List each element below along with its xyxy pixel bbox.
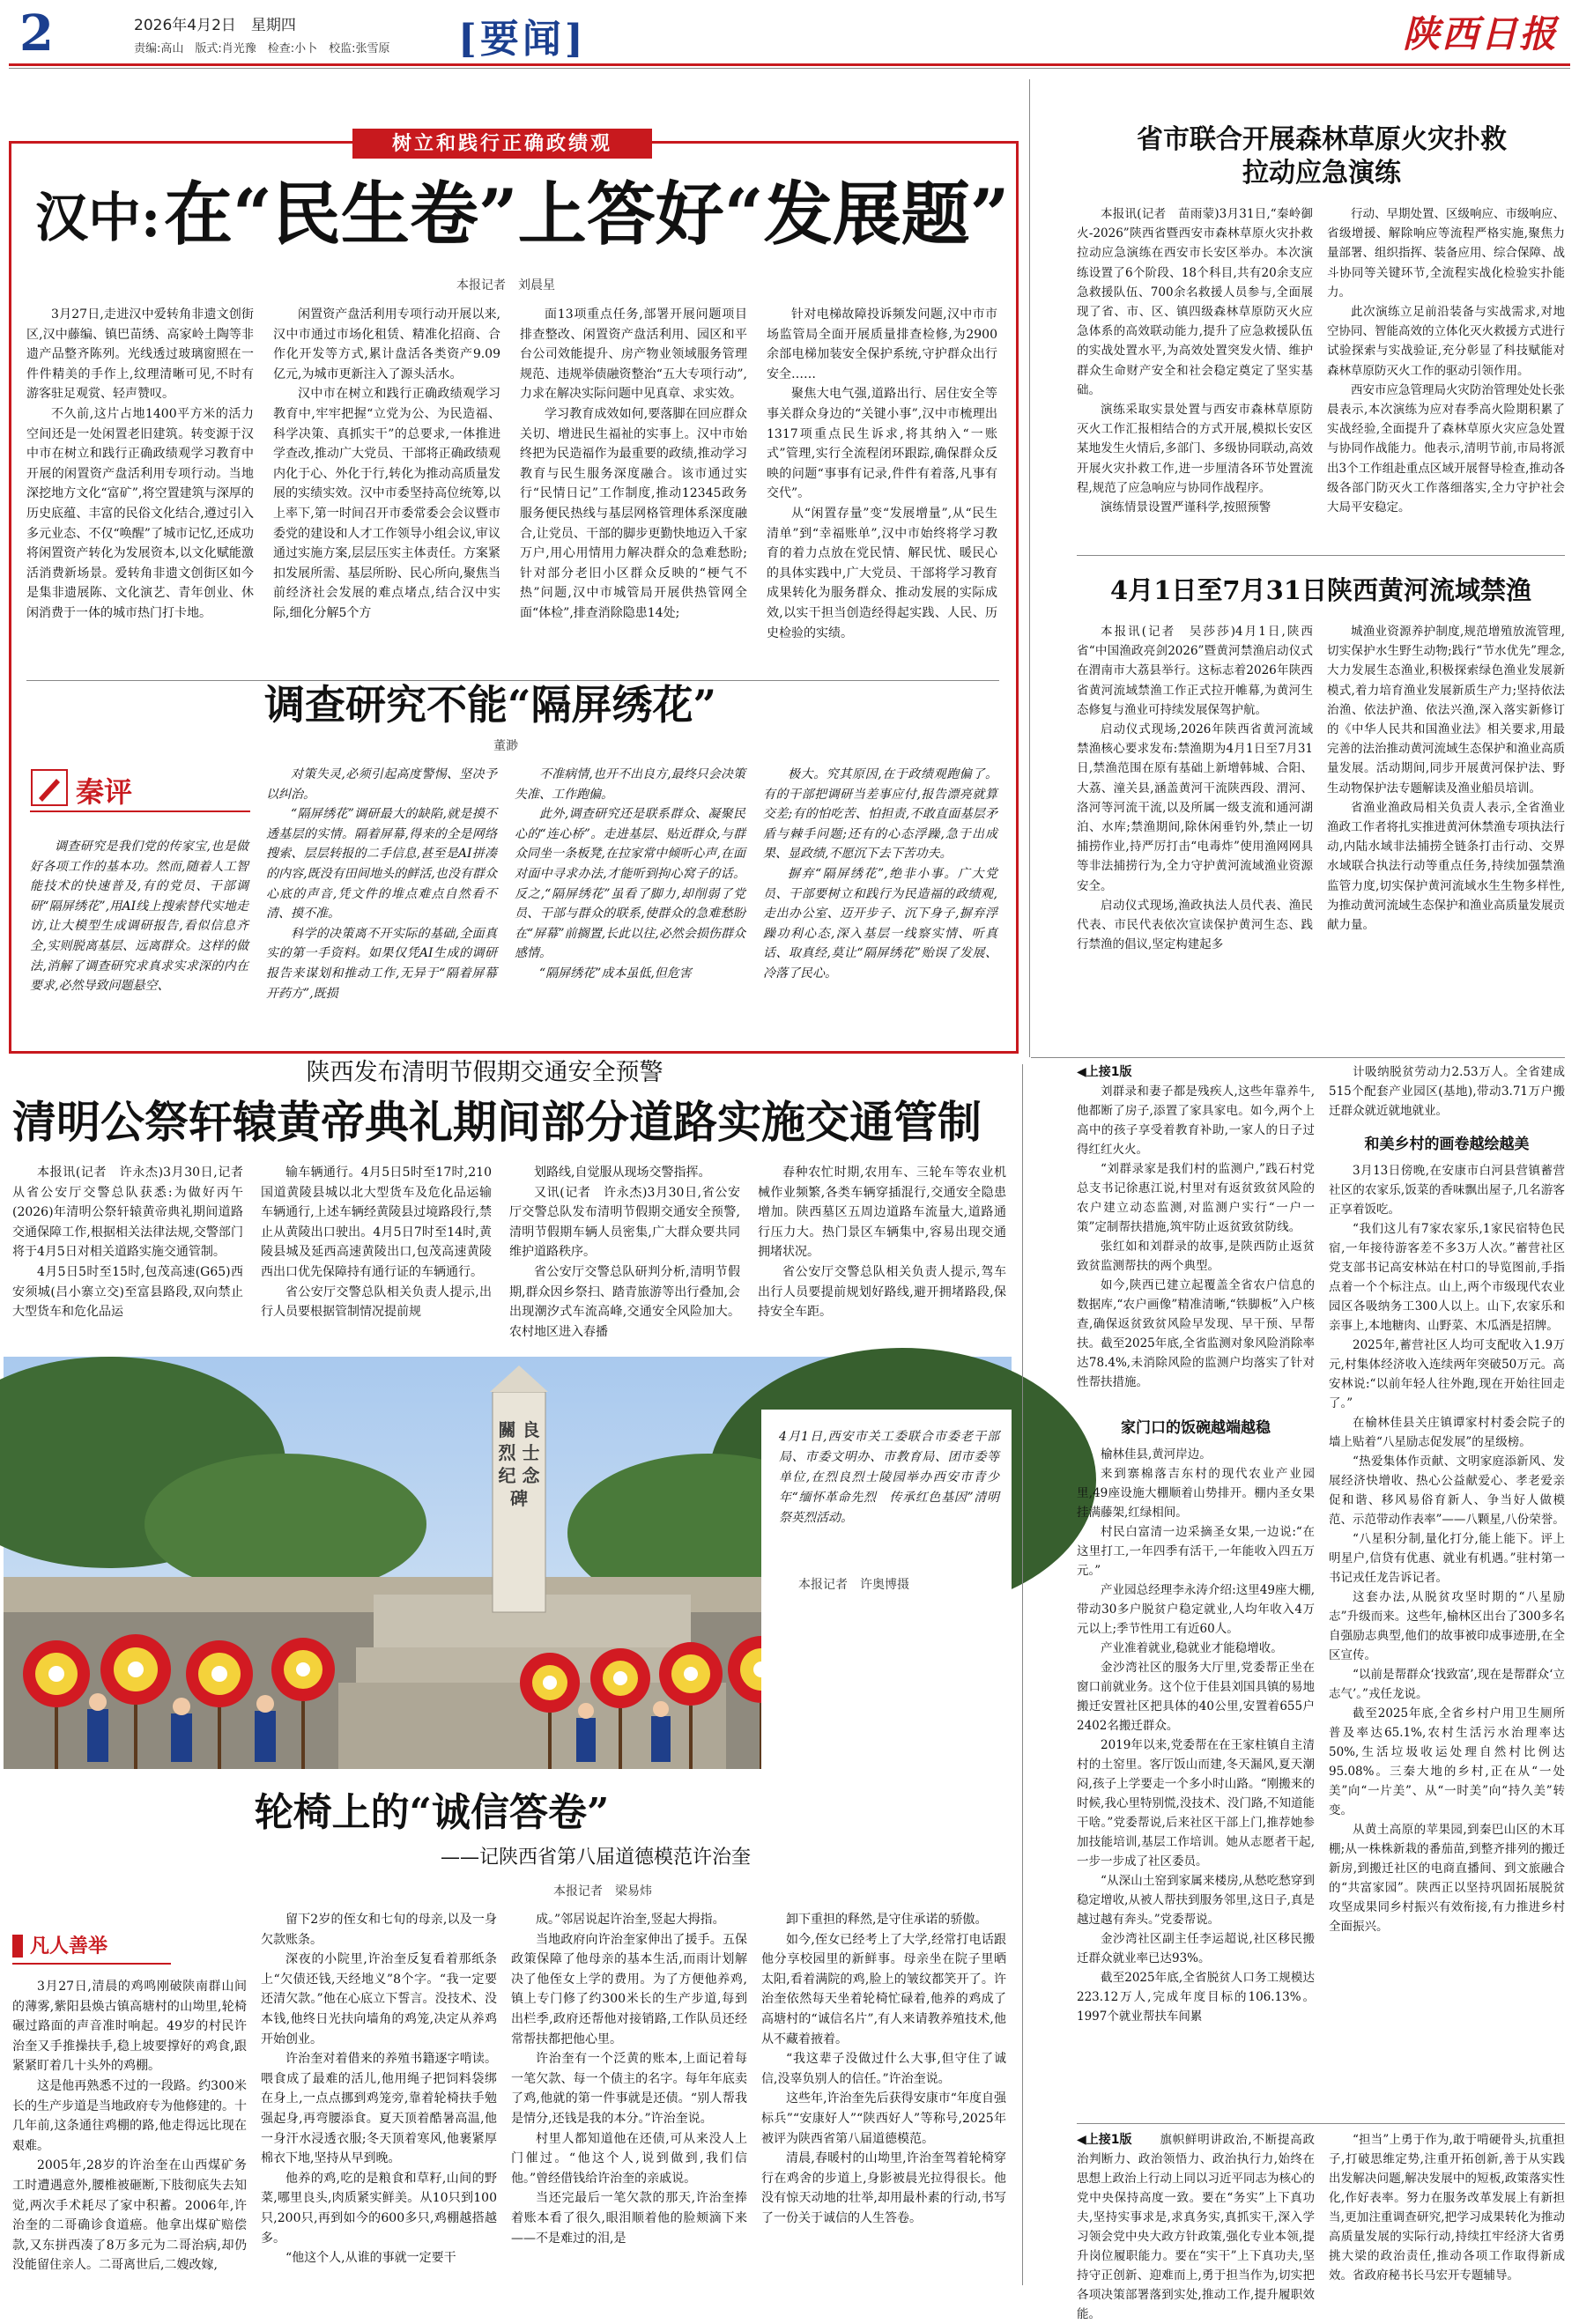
bottom-column-2 [1329,2130,1565,2283]
paragraph: 科学的决策离不开实际的基础,全面真实的第一手资料。如果仅凭AI生成的调研报告来谋划和推动工作,无异于“隔着屏幕开药方”,既损 [266,926,497,1001]
paragraph: 极大。究其原因,在于政绩观跑偏了。有的干部把调研当差事应付,报告漂亮就算交差;有的怕吃苦、怕担责,不敢直面基层矛盾与棘手问题;还有的心态浮躁,急于出成果、显政绩,不愿沉下去下苦功夫。 [763,767,997,862]
paragraph: 金沙湾社区副主任李运超说,社区移民搬迁群众就业率已达93%。 [1077,1932,1315,1965]
paragraph: 又讯(记者 许永杰)3月30日,省公安厅交警总队发布清明节假期交通安全预警,清明节假期车辆人员密集,广大群众要共同维护道路秩序。 [509,1185,740,1260]
paragraph: 留下2岁的侄女和七旬的母亲,以及一身欠款账条。 [261,1913,497,1947]
profile-tag: 凡人善举 [30,1935,108,1958]
paragraph: 2019年以来,党委帮在在王家柱镇自主清村的土窑里。客厅饭山而建,冬天漏风,夏天潮闷,孩子上学要走一个多小时山路。“刚搬来的时候,我心里特别慌,没技术、没门路,不知道能干啥。”党委帮说,后来社区干部上门,推荐她参加技能培训,基层工作培训。她从志愿者干起,一步一步成了社区委员。 [1077,1738,1315,1869]
paragraph: 当还完最后一笔欠款的那天,许治奎捧着账本看了很久,眼泪顺着他的脸颊滴下来——不是难过的泪,是 [511,2191,747,2246]
traffic-column-4 [758,1163,1006,1339]
paragraph: 清晨,春暖村的山坳里,许治奎驾着轮椅穿行在鸡舍的步道上,身影被晨光拉得很长。他没有惊天动地的壮举,却用最朴素的行动,书写了一份关于诚信的人生答卷。 [761,2151,1006,2225]
paragraph: 他养的鸡,吃的是粮食和草籽,山间的野菜,哪里良头,肉质紧实鲜美。从10只到100只,200只,再到如今的600多只,鸡棚越搭越多。 [261,2171,497,2246]
continued-column-2 [1329,1062,1565,1124]
paragraph: 闲置资产盘活利用专项行动开展以来,汉中市通过市场化租赁、精准化招商、合作化开发等方式,累计盘活各类资产9.09亿元,为城市更新注入了源头活水。 [273,307,500,381]
traffic-column-1 [12,1163,243,1339]
paragraph: 学习教育成效如何,要落脚在回应群众关切、增进民生福祉的实事上。汉中市始终把为民造福作为最重要的政绩,推动学习教育与民生服务深度融合。该市通过实行“民情日记”工作制度,推动12345政务服务便民热线与基层网格管理体系深度融合,让党员、干部的脚步更勤快地迈入千家万户,用心用情用力解决群众的急难愁盼;针对部分老旧小区群众反映的“梗气不热”问题,汉中市城管局开展供热管网全面“体检”,排查消除隐患14处; [520,406,747,620]
paragraph: 在榆林佳县关庄镇谭家村村委会院子的墙上贴着“八星励志促发展”的星级榜。 [1329,1416,1565,1449]
paragraph: 摒弃“隔屏绣花”,绝非小事。广大党员、干部要树立和践行为民造福的政绩观,走出办公室、迈开步子、沉下身子,摒弃浮躁功利心态,深入基层一线察实情、听真话、取真经,莫让“隔屏绣花”贻误了发展、冷落了民心。 [763,866,997,981]
paragraph: 产业园总经理李永涛介绍:这里49座大棚,带动30多户脱贫户稳定就业,人均年收入4万元以上;季节性用工有近60人。 [1077,1583,1315,1636]
masthead-rule [9,63,1570,66]
fishing-title: 4月1日至7月31日陕西黄河流域禁渔 [1110,575,1531,605]
paragraph: 汉中市在树立和践行正确政绩观学习教育中,牢牢把握“立党为公、为民造福、科学决策、真抓实干”的总要求,一体推进学查改,推动广大党员、干部将正确政绩观内化于心、外化于行,转化为推动高质量发展的实绩实效。汉中市委坚持高位统筹,以上率下,第一时间召开市委常委会会议暨市委党的建设和人才工作领导小组会议,审议通过实施方案,层层压实主体责任。方案紧扣发展所需、基层所盼、民心所向,聚焦当前经济社会发展的难点堵点,结合汉中实际,细化分解5个方 [273,387,500,620]
paragraph: 深夜的小院里,许治奎反复看着那纸条上“欠债还钱,天经地义”8个字。“我一定要还清欠款。”他在心底立下誓言。没技术、没本钱,他终日光扶向墙角的鸡笼,决定从养鸡开始创业。 [261,1952,497,2046]
forest-title-line-2: 拉动应急演练 [1242,158,1401,189]
paragraph: 产业准着就业,稳就业才能稳增收。 [1101,1641,1283,1655]
traffic-kicker: 陕西发布清明节假期交通安全预警 [306,1059,663,1086]
paragraph: 演练情景设置严谨科学,按照预警 [1101,500,1271,515]
newspaper-logo: 陕西日报 [1403,12,1559,56]
paragraph: 本报讯(记者 吴莎莎)4月1日,陕西省“中国渔政亮剑2026”暨黄河禁渔启动仪式在渭南市大荔县举行。这标志着2026年陕西省黄河流域禁渔工作正式拉开帷幕,为黄河生态修复与渔业可持续发展保驾护航。 [1077,625,1313,717]
paragraph: 这些年,许治奎先后获得安康市“年度自强标兵”“安康好人”“陕西好人”等称号,2025年被评为陕西省第八届道德模范。 [761,2091,1006,2146]
paragraph: 省公安厅交警总队相关负责人提示,出行人员要根据管制情况提前规 [261,1284,492,1320]
tag-rule [30,810,250,812]
paragraph: 截至2025年底,全省乡村户用卫生厕所普及率达65.1%,农村生活污水治理率达50%,生活垃圾收运处理自然村比例达95.08%。三秦大地的乡村,正在从“一处美”向“一片美”、从“一时美”向“持久美”转变。 [1329,1706,1565,1817]
paragraph: “刘群录家是我们村的监测户,”践石村党总支书记徐惠江说,村里对有返贫致贫风险的农户建立动态监测,对监测户实行“一户一策”定制帮扶措施,筑牢防止返贫致贫防线。 [1077,1162,1315,1234]
paragraph: 聚焦大电气强,道路出行、居住安全等事关群众身边的“关键小事”,汉中市梳理出1317项重点民生诉求,将其纳入“一账式”管理,实行全流程闭环跟踪,确保群众反映的问题“事事有记录,件件有着落,凡事有交代”。 [767,387,997,501]
paragraph: 春种农忙时期,农用车、三轮车等农业机械作业频繁,各类车辆穿插混行,交通安全隐患增加。陕西墓区五周边道路车流量大,道路通行压力大。热门景区车辆集中,容易出现交通拥堵状况。 [758,1166,1006,1260]
paragraph: 对策失灵,必须引起高度警惕、坚决予以纠治。 [266,767,497,802]
paragraph: 2005年,28岁的许治奎在山西煤矿务工时遭遇意外,腰椎被砸断,下肢彻底失去知觉,两次手术耗尽了家中积蓄。2006年,许治奎的二哥确诊食道癌。他拿出煤矿赔偿款,又东拼西凑了8万多元为二哥治病,却仍没能留住亲人。二哥离世后,二嫂改嫁, [12,2158,247,2273]
lead-column-2 [273,305,500,677]
paragraph: 成。”邻居说起许治奎,竖起大拇指。 [536,1913,725,1927]
paragraph: 村里人都知道他在还债,可从来没人上门催过。“他这个人,说到做到,我们信他。”曾经借钱给许治奎的亲戚说。 [511,2131,747,2186]
paragraph: 西安市应急管理局火灾防治管理处处长张晨表示,本次演练为应对春季高火险期积累了实战经验,全面提升了森林草原火灾应急处置与协同作战能力。他表示,清明节前,市局将派出3个工作组赴重点区域开展督导检查,推动各级各部门防灭火工作落细落实,全力守护社会大局平安稳定。 [1327,382,1565,515]
paragraph: “隔屏绣花”成本虽低,但危害 [539,966,692,981]
commentary-column-1 [30,837,248,1041]
paragraph: 输车辆通行。4月5日5时至17时,210国道黄陵县城以北大型货车及危化品运输车辆通行,上述车辆经黄陵县过境路段行,禁止从黄陵出口驶出。4月5日7时至14时,黄陵县城及延西高速黄陵出口,包茂高速黄陵西出口优先保障持有通行证的车辆通行。 [261,1166,492,1279]
masthead-rule-thin [9,68,1570,69]
paragraph: 2025年,蓄营社区人均可支配收入1.9万元,村集体经济收入连续两年突破50万元。高安林说:“以前年轻人往外跑,现在开始往回走了。” [1329,1338,1565,1410]
tag-rule [12,1963,171,1965]
paragraph: 划路线,自觉服从现场交警指挥。 [534,1166,711,1180]
paragraph: 启动仪式现场,渔政执法人员代表、渔民代表、市民代表依次宣读保护黄河生态、践行禁渔的倡议,坚定构建起多 [1077,898,1313,952]
commentary-tag-label: 秦评 [76,775,133,809]
paragraph: 截至2025年底,全省脱贫人口务工规模达223.12万人,完成年度目标的106.13%。1997个就业帮扶车间累 [1077,1971,1315,2024]
commentary-column-4 [763,765,997,1041]
lead-byline: 本报记者 刘晨星 [456,278,555,292]
paragraph: “八星积分制,量化打分,能上能下。评上明星户,信贷有优惠、就业有机遇。”驻村第一书记戎任龙告诉记者。 [1329,1532,1565,1585]
paragraph: 从黄土高原的苹果园,到秦巴山区的木耳棚;从一株株新栽的番茄苗,到整齐排列的搬迁新房,到搬迁社区的电商直播间、到文旅融合的“共富家园”。陕西正以坚持巩固拓展脱贫攻坚成果同乡村振兴有效衔接,有力推进乡村全面振兴。 [1329,1823,1565,1934]
pen-icon [30,768,69,807]
paragraph: 行动、早期处置、区级响应、市级响应、省级增援、解除响应等流程严格实施,聚焦力量部署、组织指挥、装备应用、综合保障、战斗协同等关键环节,全流程实战化检验实扑能力。 [1327,207,1565,300]
commentary-byline: 董渺 [493,739,518,753]
issue-date: 2026年4月2日 星期四 [134,17,296,34]
traffic-column-2 [261,1163,492,1339]
paragraph: “我这辈子没做过什么大事,但守住了诚信,没辜负别人的信任。”许治奎说。 [761,2052,1006,2086]
paragraph: 本报讯(记者 苗雨蒙)3月31日,“秦岭御火-2026”陕西省暨西安市森林草原火灾扑救拉动应急演练在西安市长安区举办。本次演练设置了6个阶段、18个科目,共有20余支应急救援队伍、700余名救援人员参与,全面展现了省、市、区、镇四级森林草原防灭火应急体系的高效联动能力,提升了应急救援队伍的实战处置水平,为高效处置突发火情、维护群众生命财产安全和社会稳定奠定了坚实基础。 [1077,207,1313,397]
paragraph: 省公安厅交警总队研判分析,清明节假期,群众因乡祭扫、踏青旅游等出行叠加,会出现潮汐式车流高峰,交通安全风险加大。农村地区进入春播 [509,1264,740,1339]
paragraph: “他这个人,从谁的事就一定要干 [285,2251,456,2266]
paragraph: 3月27日,走进汉中爱转角非遗文创街区,汉中藤编、镇巴苗绣、高家岭土陶等非遗产品整齐陈列。光线透过玻璃窗照在一件件精美的手作上,纹理清晰可见,不时有游客驻足观赏、轻声赞叹。 [26,307,254,402]
paragraph: 如今,陕西已建立起覆盖全省农户信息的数据库,“农户画像”精准清晰,“铁脚板”入户核查,确保返贫致贫风险早发现、早干预、早帮扶。截至2025年底,全省监测对象风险消除率达78.4%,未消除风险的监测户均落实了针对性帮扶措施。 [1077,1278,1315,1389]
paragraph: 此次演练立足前沿装备与实战需求,对地空协同、智能高效的立体化灭火救援方式进行试验探索与实战验证,充分彰显了科技赋能对森林草原防灭火工作的驱动引领作用。 [1327,305,1565,378]
traffic-column-3 [509,1163,740,1339]
paragraph: 如今,侄女已经考上了大学,经常打电话跟他分享校园里的新鲜事。母亲坐在院子里晒太阳,看着满院的鸡,脸上的皱纹都笑开了。许治奎依然每天坐着轮椅忙碌着,他养的鸡成了高塘村的“诚信名片”,有人来请教养殖技术,他从不藏着掖着。 [761,1932,1006,2046]
photo-caption: 4月1日,西安市关工委联合市委老干部局、市委文明办、市教育局、团市委等单位,在烈良烈士陵园举办西安市青少年“缅怀革命先烈 传承红色基因”清明祭英烈活动。 [779,1430,999,1525]
continued-marker: ◀上接1版 [1077,1065,1132,1079]
profile-column-1 [12,1977,247,2285]
monument-inscription: 關 良 烈 士 纪 念 碑 [498,1419,540,1509]
paragraph: 榆林佳县,黄河岸边。 [1101,1447,1212,1462]
paragraph: 4月5日5时至15时,包茂高速(G65)西安须城(吕小寨立交)至富县路段,双向禁止大型货车和危化品运 [12,1264,243,1320]
continued-column-1 [1077,1082,1315,1406]
paragraph: 村民白富清一边采摘圣女果,一边说:“在这里打工,一年四季有活干,一年能收入四五万元。” [1077,1525,1315,1578]
paragraph: “担当”上勇于作为,敢于啃硬骨头,抗重担子,打破思维定势,注重开拓创新,善于从实践出发解决问题,解决发展中的短板,政策落实性化,作好表率。努力在服务改革发展上有新担当,更加注重调查研究,把学习成果转化为推动高质量发展的实际行动,持续扛牢经济大省勇挑大梁的政治责任,推动各项工作取得新成效。省政府秘书长马宏开专题辅导。 [1329,2133,1565,2283]
editor-credits: 责编:高山 版式:肖光豫 检查:小卜 校监:张雪原 [134,42,390,56]
profile-column-3 [511,1910,747,2285]
forest-column-2 [1327,204,1565,548]
forest-column-1 [1077,204,1313,548]
paragraph: 省公安厅交警总队相关负责人提示,驾车出行人员要提前规划好路线,避开拥堵路段,保持安全车距。 [758,1264,1006,1320]
forest-title-line-1: 省市联合开展森林草原火灾扑救 [1137,124,1507,155]
paragraph: 来到寨棉落吉东村的现代农业产业园里,49座设施大棚顺着山势排开。棚内圣女果挂满藤架,红绿相间。 [1077,1467,1315,1520]
paragraph: 演练采取实景处置与西安市森林草原防灭火工作汇报相结合的方式开展,模拟长安区某地发生火情后,多部门、多级协同联动,高效开展火灾扑救工作,进一步厘清各环节处置流程,规范了应急响应与协同作战程序。 [1077,403,1313,495]
divider [1077,555,1565,556]
paragraph: 调查研究是我们党的传家宝,也是做好各项工作的基本功。然而,随着人工智能技术的快速普及,有的党员、干部调研“隔屏绣花”,用AI线上搜索替代实地走访,让大模型生成调研报告,看似信息齐全,实则脱离基层、远离群众。这样的做法,消解了调查研究求真求实求深的内在要求,必然导致问题悬空、 [30,840,248,994]
lead-column-3 [520,305,747,677]
commentary-title: 调查研究不能“隔屏绣花” [264,681,716,729]
profile-column-4 [761,1910,1006,2285]
tag-marker [12,1935,23,1958]
paragraph: 当地政府向许治奎家伸出了援手。五保政策保障了他母亲的基本生活,而雨计划解决了他侄女上学的费用。为了方便他养鸡,镇上专门修了约300米长的生产步道,每到出栏季,政府还帮他对接销路,工作队员还经常帮扶都把他心里。 [511,1932,747,2046]
fishing-column-1 [1077,622,1313,1047]
bottom-column-1 [1077,2130,1315,2321]
lead-title: 在“民生卷”上答好“发展题” [164,174,1010,255]
divider [1031,1057,1565,1058]
paragraph: 启动仪式现场,2026年陕西省黄河流域禁渔核心要求发布:禁渔期为4月1日至7月31日,禁渔范围在原有基础上新增韩城、合阳、大荔、潼关县,涵盖黄河干流陕西段、渭河、洛河等河流干流,以及所属一级支流和通河湖泊、水库;禁渔期间,除休闲垂钓外,禁止一切捕捞作业,持严厉打击“电毒炸”使用渔网网具等非法捕捞行为,全力守护黄河流域渔业资源安全。 [1077,722,1313,893]
paragraph: 不准病情,也开不出良方,最终只会决策失准、工作跑偏。 [515,767,745,802]
paragraph: 本报讯(记者 许永杰)3月30日,记者从省公安厅交警总队获悉:为做好丙午(2026)年清明公祭轩辕黄帝典礼期间道路交通保障工作,根据相关法律法规,交警部门将于4月5日对相关道路实施交通管制。 [12,1166,243,1260]
continued-column-2b [1329,1161,1565,2114]
column-separator [1029,79,1030,1057]
column-separator [1022,1064,1023,2285]
bottom-marker: ◀上接1版 [1077,2133,1132,2147]
commentary-tag [30,768,206,809]
paragraph: “我们这儿有7家农家乐,1家民宿特色民宿,一年接待游客差不多3万人次。”蓄营社区党支部书记高安林站在村口的导览图前,手指点着一个个标注点。山上,两个市级现代农业园区各吸纳务工300人以上。山下,农家乐和亲事上,本地糖肉、山野菜、木瓜酒是招牌。 [1329,1222,1565,1333]
paragraph: 旗帜鲜明讲政治,不断提高政治判断力、政治领悟力、政治执行力,始终在思想上政治上行动上同以习近平同志为核心的党中央保持高度一致。要在“务实”上下真功夫,坚持实事求是,求真务实,真抓实干,深入学习领会党中央大政方针政策,强化专业本领,提升岗位履职能力。要在“实干”上下真功夫,坚持守正创新、迎难而上,勇于担当作为,切实把各项决策部署落到实处,推动工作,提升履职效能。 [1077,2133,1315,2321]
paragraph: 针对电梯故障投诉频发问题,汉中市市场监管局全面开展质量排查检修,为2900余部电梯加装安全保护系统,守护群众出行安全…… [767,307,997,381]
lead-column-1 [26,305,254,677]
paragraph: 这套办法,从脱贫攻坚时期的“八星励志”升级而来。这些年,榆林区出台了300多名自强励志典型,他们的故事被印成事迹册,在全区宣传。 [1329,1590,1565,1662]
traffic-title: 清明公祭轩辕黄帝典礼期间部分道路实施交通管制 [12,1096,982,1148]
paragraph: 许治奎有一个泛黄的账本,上面记着每一笔欠款、每一个债主的名字。每年年底卖了鸡,他就的第一件事就是还债。“别人帮我是情分,还钱是我的本分。”许治奎说。 [511,2052,747,2126]
paragraph: “从深山土窑到家属来楼房,从愁吃愁穿到稳定增收,从被人帮扶到服务邻里,这日子,真是越过越有奔头。”党委帮说。 [1077,1874,1315,1927]
lead-kicker: 树立和践行正确政绩观 [352,129,652,159]
paragraph: 卸下重担的释然,是守住承诺的骄傲。 [786,1913,988,1927]
memorial-photo [4,1357,1012,1769]
paragraph: 3月13日傍晚,在安康市白河县营镇蓄营社区的农家乐,饭菜的香味飘出屋子,几名游客正享着饭吃。 [1329,1164,1565,1217]
paragraph: 3月27日,清晨的鸡鸣刚破陕南群山间的薄雾,紫阳县焕古镇高塘村的山坳里,轮椅碾过路面的声音准时响起。49岁的村民许治奎又手推操扶手,稳上坡要撑好的鸡食,跟紧紧盯着几十头外的鸡棚。 [12,1980,247,2074]
paragraph: 张红如和刘群录的故事,是陕西防止返贫致贫监测帮扶的两个典型。 [1077,1240,1315,1273]
paragraph: 计吸纳脱贫劳动力2.53万人。全省建成515个配套产业园区(基地),带动3.71万户搬迁群众就近就地就业。 [1329,1065,1565,1118]
profile-subtitle: ——记陕西省第八届道德模范许治奎 [441,1847,752,1869]
commentary-column-2 [266,765,497,1041]
divider [1077,2123,1565,2124]
paragraph: 此外,调查研究还是联系群众、凝聚民心的“连心桥”。走进基层、贴近群众,与群众同坐一条板凳,在拉家常中倾听心声,在面对面中寻求办法,才能听到拘心窝子的话。反之,“隔屏绣花”虽看了脚力,却削弱了党员、干部与群众的联系,使群众的急难愁盼在“屏幕”前搁置,长此以往,必然会损伤群众感情。 [515,807,745,961]
paragraph: 不久前,这片占地1400平方米的活力空间还是一处闲置老旧建筑。转变源于汉中市在树立和践行正确政绩观学习教育中开展的闲置资产盘活利用专项行动。当地深挖地方文化“富矿”,将空置建筑与深厚的历史底蕴、丰富的民俗文化结合,遵过引入多元业态、不仅“唤醒”了城市记忆,还成功将闲置资产转化为发展资本,以文化赋能激活消费新场景。爱转角非遗文创街区如今是集非遗展陈、文化演艺、青年创业、休闲消费于一体的城市热门打卡地。 [26,406,254,620]
paragraph: 这是他再熟悉不过的一段路。约300米长的生产步道是当地政府专为他修建的。十几年前,这条通往鸡棚的路,他走得远比现在艰难。 [12,2078,247,2153]
profile-byline: 本报记者 梁易炜 [553,1884,652,1898]
commentary-column-3 [515,765,745,1041]
paragraph: “以前是帮群众‘找致富’,现在是帮群众‘立志气’。”戎任龙说。 [1329,1668,1565,1701]
paragraph: 从“闲置存量”变“发展增量”,从“民生清单”到“幸福账单”,汉中市始终将学习教育的着力点放在党民情、解民忧、暖民心的具体实践中,广大党员、干部将学习教育成果转化为服务群众、推动发展的实际成效,以实干担当创造经得起实践、人民、历史检验的实绩。 [767,506,997,640]
paragraph: 刘群录和妻子都是残疾人,这些年靠养牛,他都断了房子,添置了家具家电。如今,两个上高中的孩子享受着教育补助,一家人的日子过得红红火火。 [1077,1084,1315,1157]
fishing-column-2 [1327,622,1565,1047]
paragraph: “热爱集体作贡献、文明家庭添新风、发展经济快增收、热心公益献爱心、孝老爱亲促和谐、移风易俗育新人、争当好人做模范、示范带动作表率”——八颗星,八份荣誉。 [1329,1454,1565,1527]
paragraph: 城渔业资源养护制度,规范增殖放流管理,切实保护水生野生动物;践行“节水优先”理念,大力发展生态渔业,积极探索绿色渔业发展新模式,着力培育渔业发展新质生产力;坚持依法治渔、依法护渔、依法兴渔,深入落实新修订的《中华人民共和国渔业法》相关要求,用最完善的法治推动黄河流域生态保护和渔业高质量发展。活动期间,同步开展黄河保护法、野生动物保护法专题解读及渔业船员培训。 [1327,625,1565,796]
paragraph: 许治奎对着借来的养殖书籍逐字啃读。喂食成了最难的活儿,他用绳子把饲料袋绑在身上,一点点挪到鸡笼旁,靠着轮椅扶手勉强起身,再弯腰添食。夏天顶着酷暑高温,他一身汗水浸透衣服;冬天顶着寒风,他裹紧厚棉衣下地,坚持从早到晚。 [261,2052,497,2166]
paragraph: “隔屏绣花”调研最大的缺陷,就是摸不透基层的实情。隔着屏幕,得来的全是网络搜索、层层转报的二手信息,甚至是AI拼凑的内容,既没有田间地头的鲜活,也没有群众心底的声音,凭文件的堆点难点自然看不清、摸不准。 [266,807,497,921]
section-title: [要闻] [458,17,587,62]
continued-subhead-1: 家门口的饭碗越端越稳 [1121,1419,1271,1437]
lead-column-4 [767,305,997,677]
paragraph: 面13项重点任务,部署开展问题项目排查整改、闲置资产盘活利用、园区和平台公司效能提升、房产物业领域服务管理规范、违规举债融资整治“五大专项行动”,力求在解决实际问题中见真章、求实效。 [520,307,747,402]
page-number: 2 [19,4,54,63]
profile-column-2 [261,1910,497,2285]
continued-subhead-2: 和美乡村的画卷越绘越美 [1364,1136,1530,1153]
paragraph: 省渔业渔政局相关负责人表示,全省渔业渔政工作者将扎实推进黄河休禁渔专项执法行动,内陆水域非法捕捞全链条打击行动、交界水域联合执法行动等重点任务,持续加强禁渔监管力度,切实保护黄河流域水生生物多样性,为推动黄河流域生态保护和渔业高质量发展贡献力量。 [1327,800,1565,933]
profile-title: 轮椅上的“诚信答卷” [254,1790,610,1835]
paragraph: 金沙湾社区的服务大厅里,党委帮正坐在窗口前就业务。这个位于佳县刘国具镇的易地搬迁安置社区把具体的40公里,安置着655户2402名搬迁群众。 [1077,1661,1315,1733]
photo-credit: 本报记者 许奥博摄 [798,1578,909,1592]
lead-title-prefix: 汉中: [35,188,161,249]
